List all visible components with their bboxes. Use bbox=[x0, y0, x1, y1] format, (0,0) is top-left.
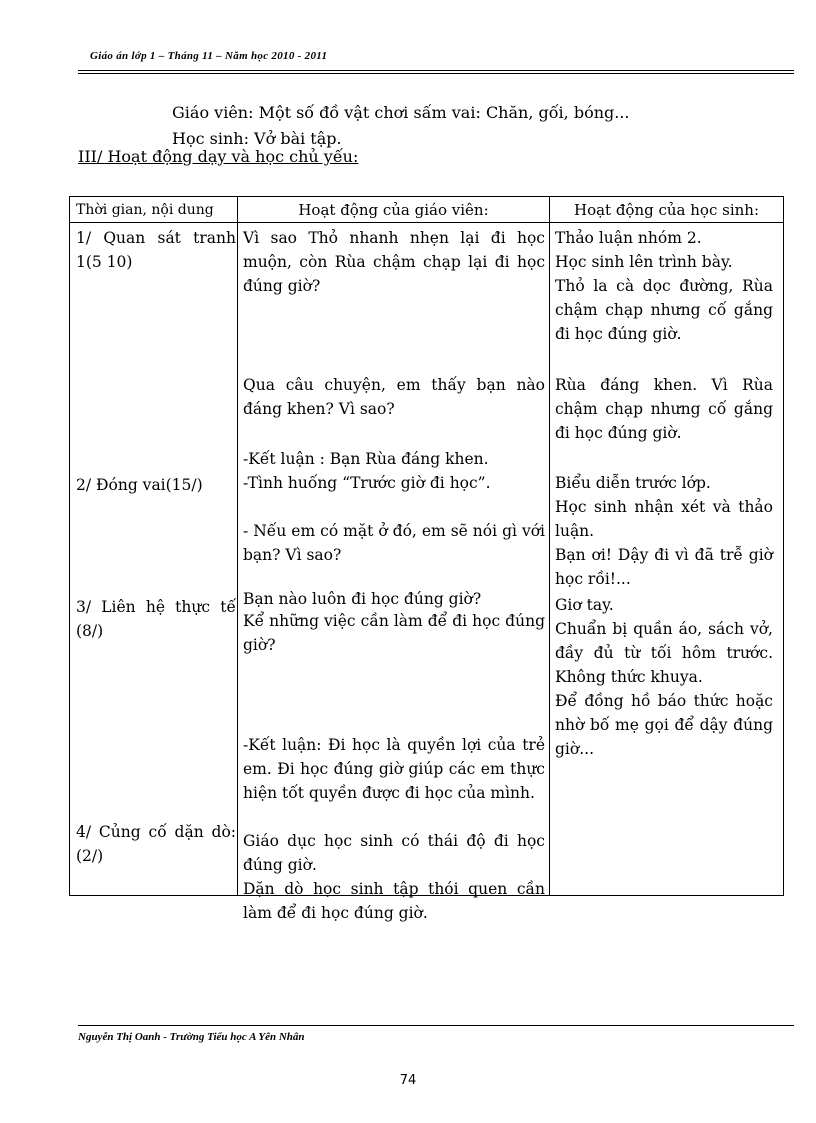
teacher-question-1: Vì sao Thỏ nhanh nhẹn lại đi học muộn, còn Rùa chậm chạp lại đi học đúng giờ? bbox=[243, 229, 545, 295]
table-header-row bbox=[70, 197, 784, 223]
header-teacher-activity: Hoạt động của giáo viên: bbox=[238, 197, 550, 223]
teacher-conclusion-1: -Kết luận : Bạn Rùa đáng khen. bbox=[243, 450, 489, 468]
teacher-question-4: Bạn nào luôn đi học đúng giờ? bbox=[243, 590, 482, 608]
student-answer-3: Chuẩn bị quần áo, sách vở, đầy đủ từ tối hôm trước. Không thức khuya. bbox=[555, 620, 773, 686]
section-consolidation: 4/ Củng cố dặn dò: (2/) bbox=[76, 823, 236, 865]
student-raise-hand: Giơ tay. bbox=[555, 596, 614, 614]
student-answer-4: Để đồng hồ báo thức hoặc nhờ bố mẹ gọi để dậy đúng giờ... bbox=[555, 692, 773, 758]
student-answer-2: Rùa đáng khen. Vì Rùa chậm chạp nhưng cố gắng đi học đúng giờ. bbox=[555, 376, 773, 442]
time-content-cell bbox=[70, 223, 238, 896]
header-rule-top bbox=[78, 70, 794, 71]
student-materials: Học sinh: Vở bài tập. bbox=[172, 129, 342, 148]
student-presentation: Học sinh lên trình bày. bbox=[555, 253, 733, 271]
page-header: Giáo án lớp 1 – Tháng 11 – Năm học 2010 - 2011 bbox=[90, 50, 328, 62]
student-performance: Biểu diễn trước lớp. bbox=[555, 474, 711, 492]
teacher-education: Giáo dục học sinh có thái độ đi học đúng giờ. bbox=[243, 832, 545, 874]
teacher-question-5: Kể những việc cần làm để đi học đúng giờ? bbox=[243, 612, 545, 654]
teacher-materials: Giáo viên: Một số đồ vật chơi sấm vai: Chăn, gối, bóng... bbox=[172, 103, 630, 122]
teacher-question-2: Qua câu chuyện, em thấy bạn nào đáng khen? Vì sao? bbox=[243, 376, 545, 418]
section-role-play: 2/ Đóng vai(15/) bbox=[76, 476, 203, 494]
materials-list bbox=[172, 100, 630, 152]
section-title: III/ Hoạt động dạy và học chủ yếu: bbox=[78, 147, 359, 166]
header-student-activity: Hoạt động của học sinh: bbox=[550, 197, 784, 223]
page-footer: Nguyễn Thị Oanh - Trường Tiểu học A Yên Nhân bbox=[78, 1031, 305, 1043]
student-group-discussion: Thảo luận nhóm 2. bbox=[555, 229, 702, 247]
teacher-reminder: Dặn dò học sinh tập thói quen cần làm để đi học đúng giờ. bbox=[243, 880, 545, 922]
teacher-conclusion-2: -Kết luận: Đi học là quyền lợi của trẻ em. Đi học đúng giờ giúp các em thực hiện tốt quyền được đi học của mình. bbox=[243, 736, 545, 802]
header-rule-bottom bbox=[78, 73, 794, 74]
teacher-question-3: - Nếu em có mặt ở đó, em sẽ nói gì với bạn? Vì sao? bbox=[243, 522, 545, 564]
section-real-life: 3/ Liên hệ thực tế (8/) bbox=[76, 598, 236, 640]
footer-rule bbox=[78, 1025, 794, 1026]
table-row bbox=[70, 223, 784, 896]
teacher-situation: -Tình huống “Trước giờ đi học”. bbox=[243, 474, 491, 492]
student-role-line: Bạn ơi! Dậy đi vì đã trễ giờ học rồi!... bbox=[555, 546, 773, 588]
lesson-activity-table bbox=[69, 196, 784, 922]
student-activity-cell bbox=[550, 223, 784, 896]
student-answer-1: Thỏ la cà dọc đường, Rùa chậm chạp nhưng cố gắng đi học đúng giờ. bbox=[555, 277, 773, 343]
page-number: 74 bbox=[399, 1073, 417, 1088]
section-observe-pictures: 1/ Quan sát tranh 1(5 10) bbox=[76, 229, 236, 271]
student-comment: Học sinh nhận xét và thảo luận. bbox=[555, 498, 773, 540]
teacher-activity-cell bbox=[238, 223, 550, 922]
header-time-content: Thời gian, nội dung bbox=[70, 197, 238, 223]
